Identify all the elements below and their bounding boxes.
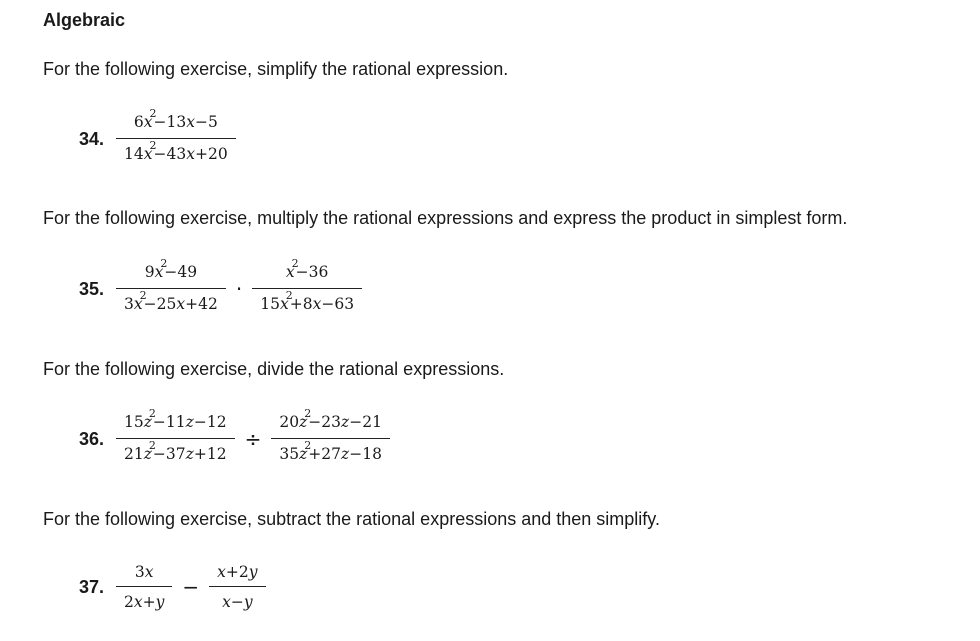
- exercise-number: 36.: [79, 428, 105, 449]
- denominator: $14x^2-43x+20$: [124, 139, 228, 163]
- exercise-37: [79, 563, 266, 611]
- fraction: [271, 407, 390, 465]
- numerator: $x^2-36$: [285, 257, 329, 281]
- subtract-operator: −: [182, 575, 200, 599]
- denominator: $15x^2+8x-63$: [260, 289, 355, 313]
- exercise-number: 34.: [79, 128, 105, 149]
- exercise-36: [79, 407, 390, 465]
- numerator: $20z^2-23z-21$: [279, 407, 382, 431]
- fraction: [116, 107, 236, 165]
- denominator: $35z^2+27z-18$: [279, 439, 382, 463]
- exercise-34: [79, 107, 236, 165]
- denominator: 2x+y: [124, 593, 165, 611]
- divide-operator: ÷: [244, 427, 262, 451]
- fraction: [116, 563, 172, 611]
- instruction-multiply: For the following exercise, multiply the rational expressions and express the product in simplest form.: [43, 208, 848, 228]
- numerator: x+2y: [217, 563, 258, 581]
- fraction: [116, 257, 226, 315]
- multiply-operator: ·: [235, 277, 243, 301]
- fraction: [209, 563, 265, 611]
- exercise-35: [79, 257, 362, 315]
- instruction-simplify: For the following exercise, simplify the rational expression.: [43, 59, 509, 79]
- exercise-number: 37.: [79, 576, 105, 597]
- numerator: $15z^2-11z-12$: [124, 407, 227, 431]
- fraction: [116, 407, 235, 465]
- denominator: x−y: [222, 593, 253, 611]
- numerator: $9x^2-49$: [144, 257, 198, 281]
- fraction: [252, 257, 362, 315]
- exercise-number: 35.: [79, 278, 105, 299]
- instruction-divide: For the following exercise, divide the rational expressions.: [43, 359, 505, 379]
- numerator: $6x^2-13x-5$: [133, 107, 218, 131]
- denominator: $3x^2-25x+42$: [124, 289, 218, 313]
- section-heading: Algebraic: [43, 10, 126, 30]
- instruction-subtract: For the following exercise, subtract the rational expressions and then simplify.: [43, 509, 660, 529]
- numerator: 3x: [134, 563, 154, 581]
- denominator: $21z^2-37z+12$: [124, 439, 227, 463]
